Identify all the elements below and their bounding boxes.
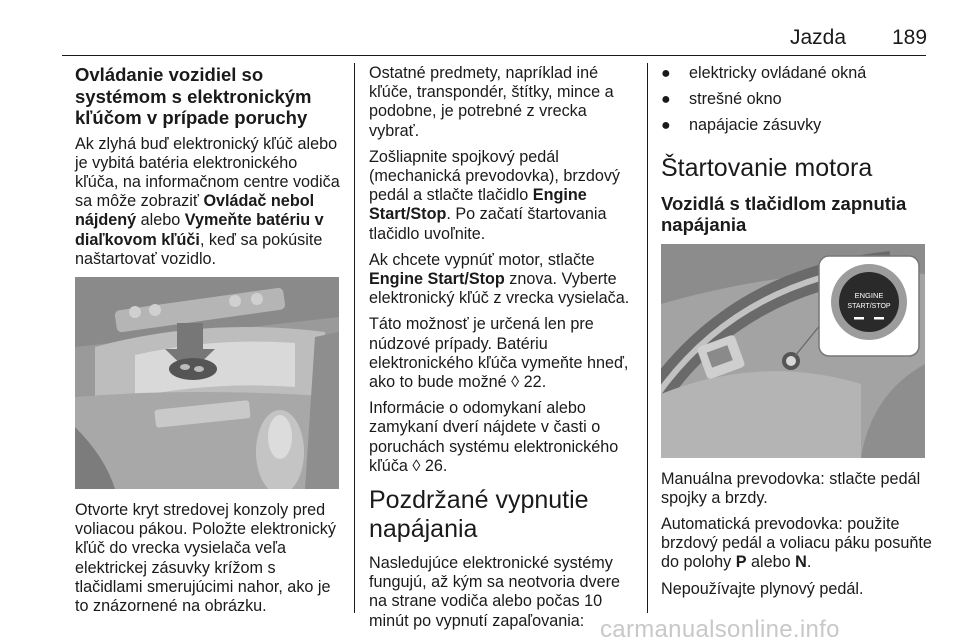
message-replace-battery: Vymeňte batériu v diaľkovom kľúči [75, 211, 324, 249]
paragraph-key-fault [75, 135, 343, 269]
page-number: 189 [892, 26, 928, 49]
text: . [806, 553, 812, 572]
heading-engine-start: Štartovanie motora [661, 153, 873, 182]
paragraph-no-gas: Nepoužívajte plynový pedál. [661, 579, 864, 598]
bullet-text: elektricky ovládané okná [689, 64, 867, 82]
paragraph-press-start [369, 148, 634, 244]
text: , keď sa pokúsite naštartovať vozidlo. [75, 230, 323, 268]
column-divider-1 [354, 63, 355, 613]
text: Ak chcete vypnúť motor, stlačte [369, 250, 595, 269]
paragraph-manual: Manuálna prevodovka: stlačte pedál spojky a brzdy. [661, 469, 921, 507]
bullet-text: strešné okno [689, 90, 782, 109]
message-not-found: Ovládač nebol nájdený [75, 192, 315, 230]
engine-start-stop-label: Engine Start/Stop [369, 270, 505, 289]
column-3 [661, 64, 933, 606]
paragraph-stop-engine [369, 251, 634, 309]
bullet-item [661, 90, 933, 109]
column-2 [369, 64, 634, 638]
watermark: carmanualsonline.info [600, 616, 840, 643]
text: . Po začatí štartovania tlačidlo uvoľnite. [369, 205, 607, 243]
text: Ak zlyhá buď elektronický kľúč alebo je vybitá batéria elektronického kľúča, na informačnom centre vodiča sa môže zobraziť [75, 134, 340, 211]
paragraph-automatic [661, 515, 933, 573]
page-header [0, 0, 960, 58]
bullet-icon: ● [661, 91, 671, 109]
text: Zošliapnite spojkový pedál (mechanická prevodovka), brzdový pedál a stlačte tlačidlo [369, 147, 621, 205]
bullet-item [661, 64, 933, 83]
heading-delayed-power-off: Pozdržané vypnutie napájania [369, 486, 589, 544]
column-divider-2 [647, 63, 648, 613]
text: znova. Vyberte elektronický kľúč z vrecka vysielača. [369, 270, 630, 308]
section-title: Jazda [790, 26, 847, 49]
paragraph-delayed-power-off: Nasledujúce elektronické systémy fungujú, až kým sa neotvoria dvere na strane vodiča alebo počas 10 minút po vypnutí zapaľovania: [369, 554, 621, 630]
paragraph-remove-items: Ostatné predmety, napríklad iné kľúče, transpondér, štítky, mince a podobne, je potrebné z vrecka vybrať. [369, 64, 614, 140]
engine-label: ENGINE [854, 290, 884, 300]
bullet-item [661, 116, 933, 135]
text: alebo [746, 553, 796, 572]
console-key-photo [75, 277, 339, 489]
engine-start-stop-label: Engine Start/Stop [369, 186, 587, 224]
paragraph-lock-info: Informácie o odomykaní alebo zamykaní dverí nájdete v časti o poruchách systému elektronického kľúča ◊ 26. [369, 399, 619, 475]
bullet-text: napájacie zásuvky [689, 116, 822, 135]
gear-p: P [735, 553, 747, 572]
heading-key-fault: Ovládanie vozidiel so systémom s elektronickým kľúčom v prípade poruchy [75, 64, 312, 128]
subheading-power-button: Vozidlá s tlačidlom zapnutia napájania [661, 192, 907, 236]
paragraph-emergency: Táto možnosť je určená len pre núdzové prípady. Batériu elektronického kľúča vymeňte hneď, ako to bude možné ◊ 22. [369, 315, 629, 392]
paragraph-place-key: Otvorte kryt stredovej konzoly pred voliacou pákou. Položte elektronický kľúč do vrecka vysielača veľa elektrickej zásuvky krížom s tlačidlami smerujúcimi nahor, ako je to znázornené na obrázku. [75, 500, 336, 615]
bullet-icon: ● [661, 65, 671, 82]
text: alebo [136, 211, 185, 230]
start-button-photo [661, 244, 925, 458]
bullet-icon: ● [661, 117, 671, 135]
header-rule [62, 55, 926, 56]
gear-n: N [795, 553, 807, 572]
column-1 [75, 64, 343, 623]
start-stop-label: START/STOP [847, 302, 891, 310]
text: Automatická prevodovka: použite brzdový pedál a voliacu páku posuňte do polohy [661, 515, 932, 572]
